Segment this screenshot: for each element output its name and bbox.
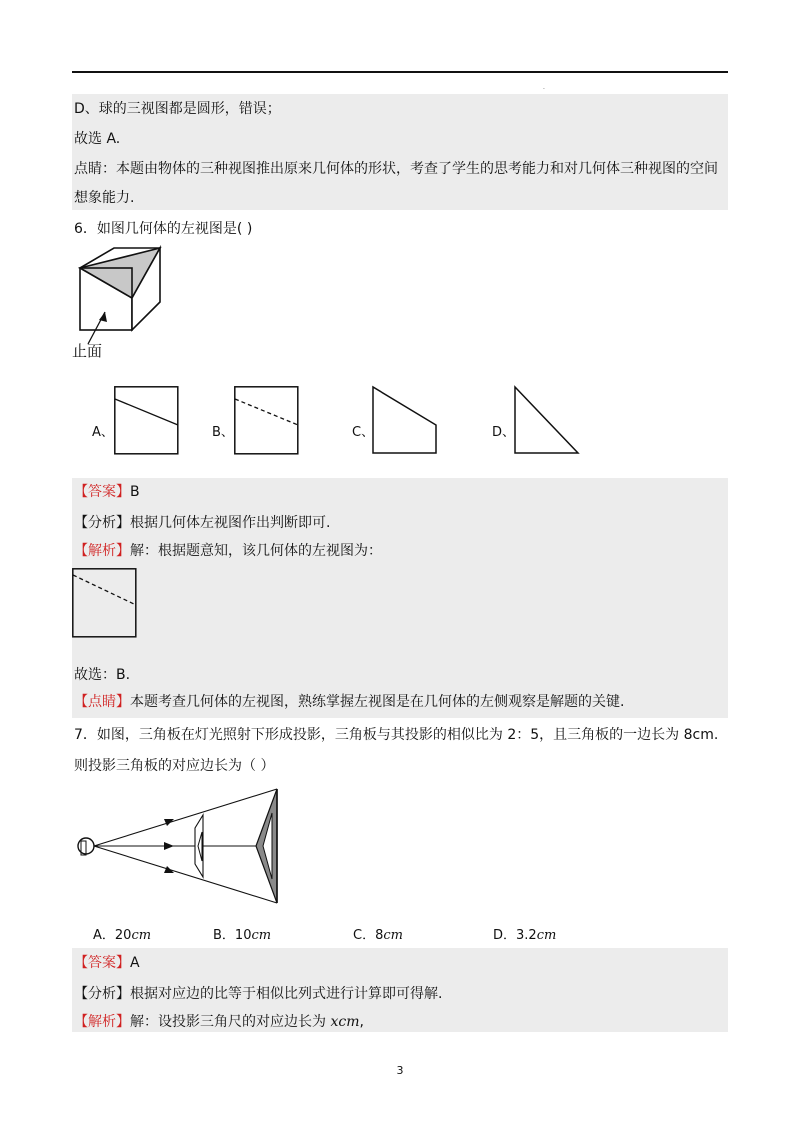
q7-option-a-unit: cm	[131, 928, 152, 943]
q6-comment-tag: 【点睛】	[74, 694, 130, 710]
q7-option-a	[93, 924, 151, 943]
header-dot: .	[543, 84, 545, 91]
q7-stem-1: 7．如图，三角板在灯光照射下形成投影，三角板与其投影的相似比为 2：5，且三角板的一边长为 8cm.	[74, 727, 719, 743]
q6-option-b-figure	[234, 386, 300, 456]
q7-option-b	[213, 924, 271, 943]
q6-option-d-figure	[514, 386, 584, 456]
q6-analysis-line	[74, 514, 330, 532]
q7-solution-tag: 【解析】	[74, 1014, 130, 1030]
q5-chosen: 故选 A.	[74, 131, 121, 147]
q7-answer-tag: 【答案】	[74, 955, 130, 971]
q7-solution-post: ,	[359, 1014, 364, 1030]
q7-option-d-unit: cm	[536, 928, 557, 943]
q6-solution: 解：根据题意知，该几何体的左视图为：	[130, 543, 382, 559]
q6-option-d-label: D、	[492, 425, 516, 440]
q6-comment: 本题考查几何体的左视图，熟练掌握左视图是在几何体的左侧观察是解题的关键.	[130, 694, 625, 710]
q6-solution-figure	[72, 568, 138, 640]
header-rule	[72, 71, 728, 73]
q6-analysis: 根据几何体左视图作出判断即可.	[130, 515, 331, 531]
q7-solution-line	[74, 1013, 364, 1031]
q7-analysis-line	[74, 985, 442, 1003]
q7-solution-var: xcm	[330, 1014, 360, 1030]
q6-analysis-tag: 【分析】	[74, 515, 130, 531]
page-number: 3	[396, 1064, 404, 1077]
q6-answer-tag: 【答案】	[74, 484, 130, 500]
q6-front-label: 止面	[72, 342, 103, 360]
q6-option-c-label: C、	[352, 425, 375, 440]
q6-solid-figure	[70, 240, 170, 340]
q6-option-c-figure	[372, 386, 442, 456]
q7-option-c-label: C．8	[353, 928, 384, 943]
q6-option-b-label: B、	[212, 425, 234, 440]
q5-comment-2: 想象能力.	[74, 190, 135, 206]
q6-stem: 6．如图几何体的左视图是( )	[74, 221, 253, 237]
q7-stem-2: 则投影三角板的对应边长为（ ）	[74, 758, 275, 774]
q7-option-b-unit: cm	[251, 928, 272, 943]
q6-answer: B	[130, 484, 140, 500]
q6-answer-line	[74, 483, 140, 501]
q6-solution-line	[74, 542, 382, 560]
q5-line-d: D、球的三视图都是圆形，错误；	[74, 101, 281, 117]
q7-option-c-unit: cm	[383, 928, 403, 943]
q6-solution-tag: 【解析】	[74, 543, 130, 559]
q7-analysis: 根据对应边的比等于相似比列式进行计算即可得解.	[130, 986, 443, 1002]
q7-solution: 解：设投影三角尺的对应边长为	[130, 1014, 331, 1030]
q7-answer-line	[74, 954, 140, 972]
q6-option-a-label: A、	[92, 425, 114, 440]
q7-option-d-label: D．3.2	[493, 928, 537, 943]
q7-option-b-label: B．10	[213, 928, 252, 943]
q7-option-a-label: A．20	[93, 928, 132, 943]
q7-analysis-tag: 【分析】	[74, 986, 130, 1002]
q6-chosen: 故选：B.	[74, 667, 131, 683]
q5-comment-1: 点睛：本题由物体的三种视图推出原来几何体的形状，考查了学生的思考能力和对几何体三种视图的空间	[74, 161, 718, 177]
q7-option-d	[493, 924, 556, 943]
q7-answer: A	[130, 955, 140, 971]
q6-option-a-figure	[114, 386, 180, 456]
q7-projection-figure	[74, 786, 284, 906]
q6-comment-line	[74, 693, 624, 711]
q7-option-c	[353, 924, 403, 943]
